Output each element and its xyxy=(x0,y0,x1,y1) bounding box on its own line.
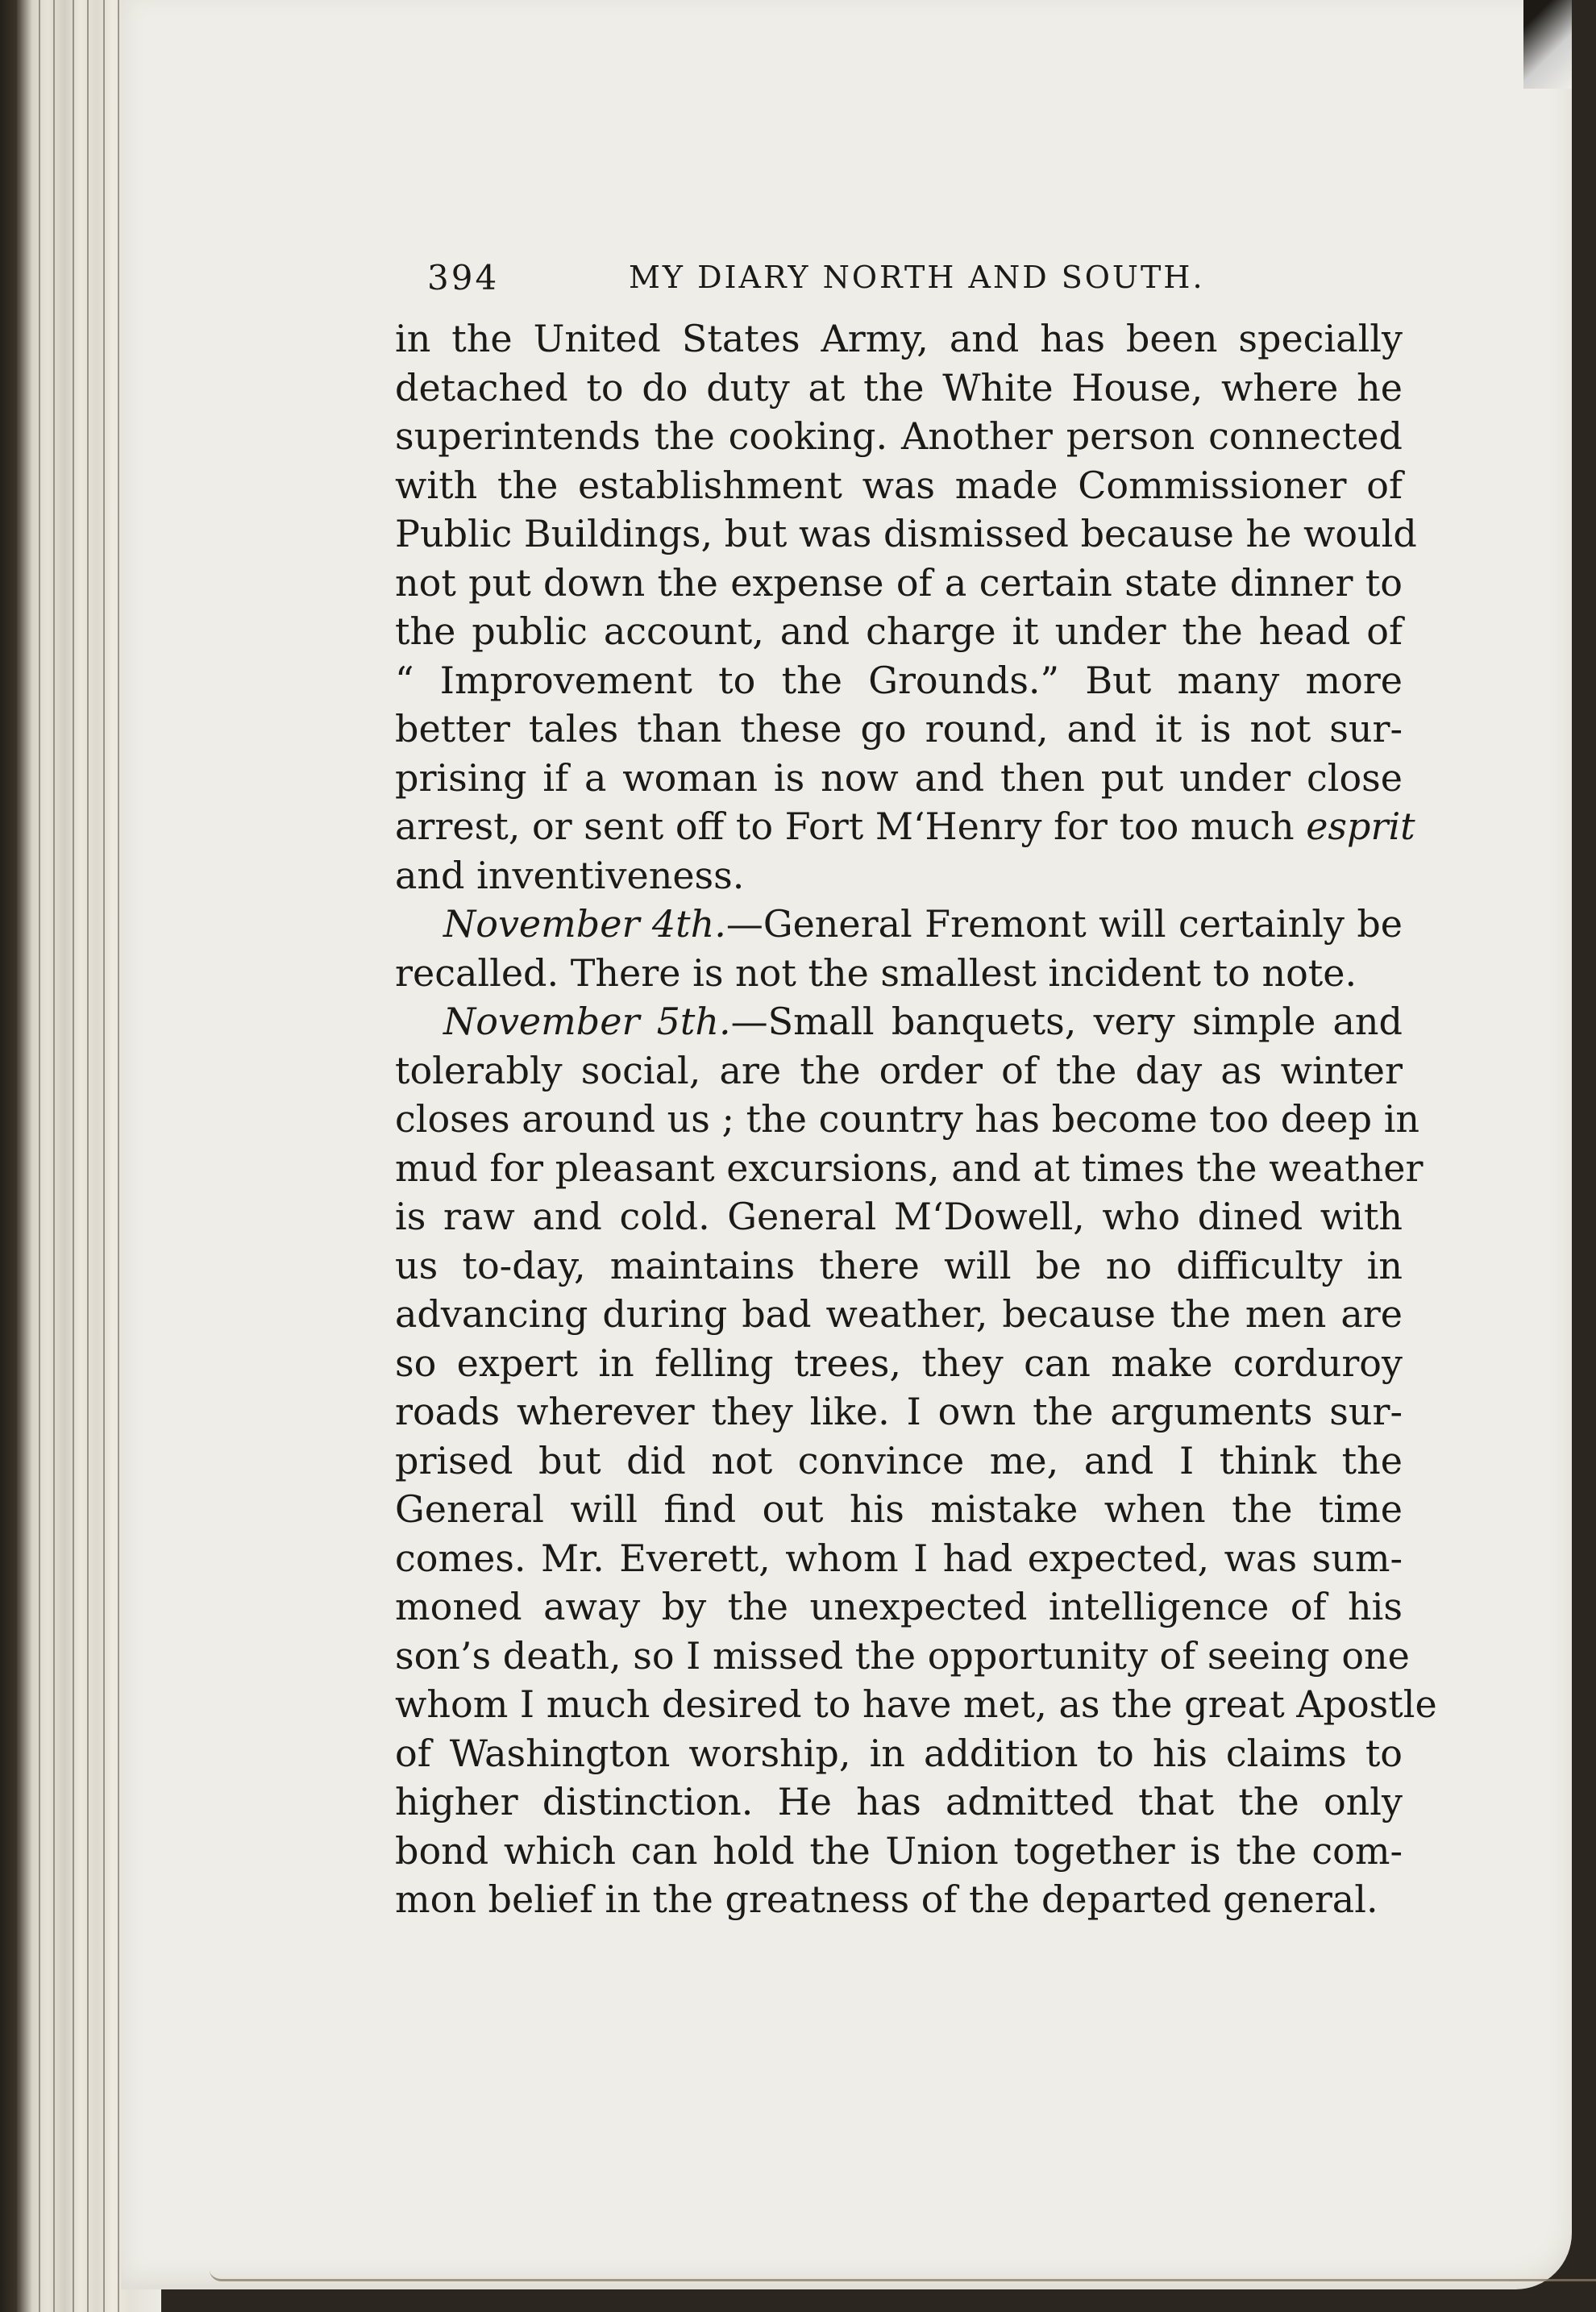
text-line: whom I much desired to have met, as the great Apostle xyxy=(395,1682,1437,1726)
text-line: prised but did not convince me, and I think the xyxy=(395,1438,1403,1482)
text-line: detached to do duty at the White House, where he xyxy=(395,365,1403,410)
page-corner-shadow xyxy=(1523,0,1572,89)
page-number: 394 xyxy=(427,258,500,297)
text-line: closes around us ; the country has become too deep in xyxy=(395,1097,1420,1141)
page-bottom-edge xyxy=(210,2247,1596,2281)
body-text xyxy=(395,314,1443,1924)
text-line: “ Improvement to the Grounds.” But many more xyxy=(395,658,1403,702)
text-line: roads wherever they like. I own the arguments sur- xyxy=(395,1390,1403,1433)
text-line: son’s death, so I missed the opportunity of seeing one xyxy=(395,1633,1410,1678)
text-line-with-italic xyxy=(395,802,1415,851)
text-line: of Washington worship, in addition to his claims to xyxy=(395,1731,1403,1775)
text-line: General will find out his mistake when the time xyxy=(395,1487,1403,1531)
text-line: bond which can hold the Union together is the com- xyxy=(395,1828,1403,1873)
text-line: tolerably social, are the order of the day as winter xyxy=(395,1048,1403,1092)
text-line: not put down the expense of a certain state dinner to xyxy=(395,560,1403,605)
text-line: so expert in felling trees, they can make corduroy xyxy=(395,1341,1403,1385)
text-line: the public account, and charge it under the head of xyxy=(395,609,1403,653)
text-line: Small banquets, very simple and xyxy=(767,1000,1403,1043)
page-text xyxy=(395,258,1443,1924)
text-line: is raw and cold. General M‘Dowell, who dined with xyxy=(395,1195,1403,1238)
text-line: mon belief in the greatness of the departed general. xyxy=(395,1877,1378,1921)
text-line: arrest, or sent off to Fort M‘Henry for too much xyxy=(395,805,1295,848)
text-line: better tales than these go round, and it is not sur- xyxy=(395,707,1403,751)
entry-date: November 4th. xyxy=(443,902,726,946)
running-head xyxy=(395,258,1443,314)
diary-entry-nov4 xyxy=(395,900,1403,949)
text-line: higher distinction. He has admitted that the only xyxy=(395,1780,1403,1823)
text-line: recalled. There is not the smallest incident to note. xyxy=(395,950,1357,995)
text-line: us to-day, maintains there will be no difficulty in xyxy=(395,1243,1403,1287)
text-line: in the United States Army, and has been specially xyxy=(395,317,1403,360)
running-title: MY DIARY NORTH AND SOUTH. xyxy=(629,260,1205,295)
text-line: Public Buildings, but was dismissed because he would xyxy=(395,512,1417,555)
text-line: advancing during bad weather, because the men are xyxy=(395,1292,1403,1336)
text-line: and inventiveness. xyxy=(395,853,745,897)
text-line: with the establishment was made Commissioner of xyxy=(395,463,1403,507)
entry-dash: — xyxy=(730,1000,768,1043)
text-line: General Fremont will certainly be xyxy=(763,902,1403,946)
text-line: moned away by the unexpected intelligence of his xyxy=(395,1585,1403,1628)
entry-date: November 5th. xyxy=(443,1000,731,1043)
text-line: mud for pleasant excursions, and at times the weather xyxy=(395,1146,1424,1190)
text-line: superintends the cooking. Another person connected xyxy=(395,414,1403,458)
diary-entry-nov5 xyxy=(395,997,1403,1046)
text-line: comes. Mr. Everett, whom I had expected, was sum- xyxy=(395,1536,1403,1580)
entry-dash: — xyxy=(725,902,763,946)
text-line: prising if a woman is now and then put under close xyxy=(395,755,1403,800)
italic-word: esprit xyxy=(1306,805,1415,848)
